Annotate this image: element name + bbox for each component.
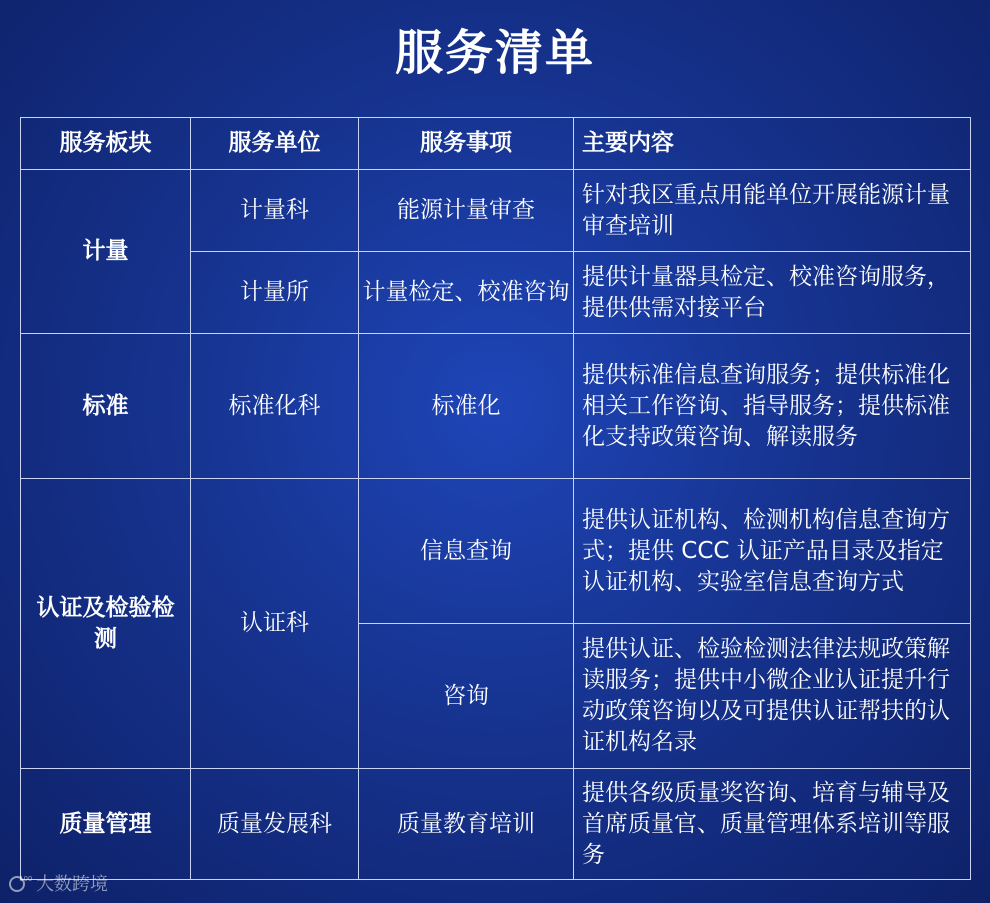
unit-cell: 质量发展科 bbox=[191, 769, 359, 880]
header-sector: 服务板块 bbox=[21, 118, 191, 170]
content-cell: 提供认证、检验检测法律法规政策解读服务；提供中小微企业认证提升行动政策咨询以及可提供认证帮扶的认证机构名录 bbox=[574, 624, 971, 769]
header-unit: 服务单位 bbox=[191, 118, 359, 170]
watermark-text: 大数跨境 bbox=[36, 874, 108, 895]
sector-cell: 标准 bbox=[21, 334, 191, 479]
sector-cell: 质量管理 bbox=[21, 769, 191, 880]
table-header-row bbox=[21, 118, 971, 170]
table-row bbox=[21, 170, 971, 252]
item-cell: 标准化 bbox=[359, 334, 574, 479]
item-cell: 计量检定、校准咨询 bbox=[359, 252, 574, 334]
item-cell: 信息查询 bbox=[359, 479, 574, 624]
sector-cell: 计量 bbox=[21, 170, 191, 334]
table-row bbox=[21, 334, 971, 479]
item-cell: 质量教育培训 bbox=[359, 769, 574, 880]
svg-text:100: 100 bbox=[19, 875, 32, 883]
page-title: 服务清单 bbox=[394, 25, 595, 81]
item-cell: 能源计量审查 bbox=[359, 170, 574, 252]
sector-cell: 认证及检验检测 bbox=[21, 479, 191, 769]
content-cell: 提供标准信息查询服务；提供标准化相关工作咨询、指导服务；提供标准化支持政策咨询、解读服务 bbox=[574, 334, 971, 479]
content-cell: 针对我区重点用能单位开展能源计量审查培训 bbox=[574, 170, 971, 252]
content-cell: 提供计量器具检定、校准咨询服务，提供供需对接平台 bbox=[574, 252, 971, 334]
table-row bbox=[21, 479, 971, 624]
content-cell: 提供各级质量奖咨询、培育与辅导及首席质量官、质量管理体系培训等服务 bbox=[574, 769, 971, 880]
content-cell: 提供认证机构、检测机构信息查询方式；提供 CCC 认证产品目录及指定认证机构、实验室信息查询方式 bbox=[574, 479, 971, 624]
unit-cell: 计量科 bbox=[191, 170, 359, 252]
table-row bbox=[21, 769, 971, 880]
header-item: 服务事项 bbox=[359, 118, 574, 170]
unit-cell: 标准化科 bbox=[191, 334, 359, 479]
header-content: 主要内容 bbox=[574, 118, 971, 170]
item-cell: 咨询 bbox=[359, 624, 574, 769]
brand-logo-icon bbox=[8, 873, 32, 893]
unit-cell: 计量所 bbox=[191, 252, 359, 334]
unit-cell: 认证科 bbox=[191, 479, 359, 769]
watermark bbox=[8, 870, 108, 896]
service-table bbox=[20, 117, 971, 880]
